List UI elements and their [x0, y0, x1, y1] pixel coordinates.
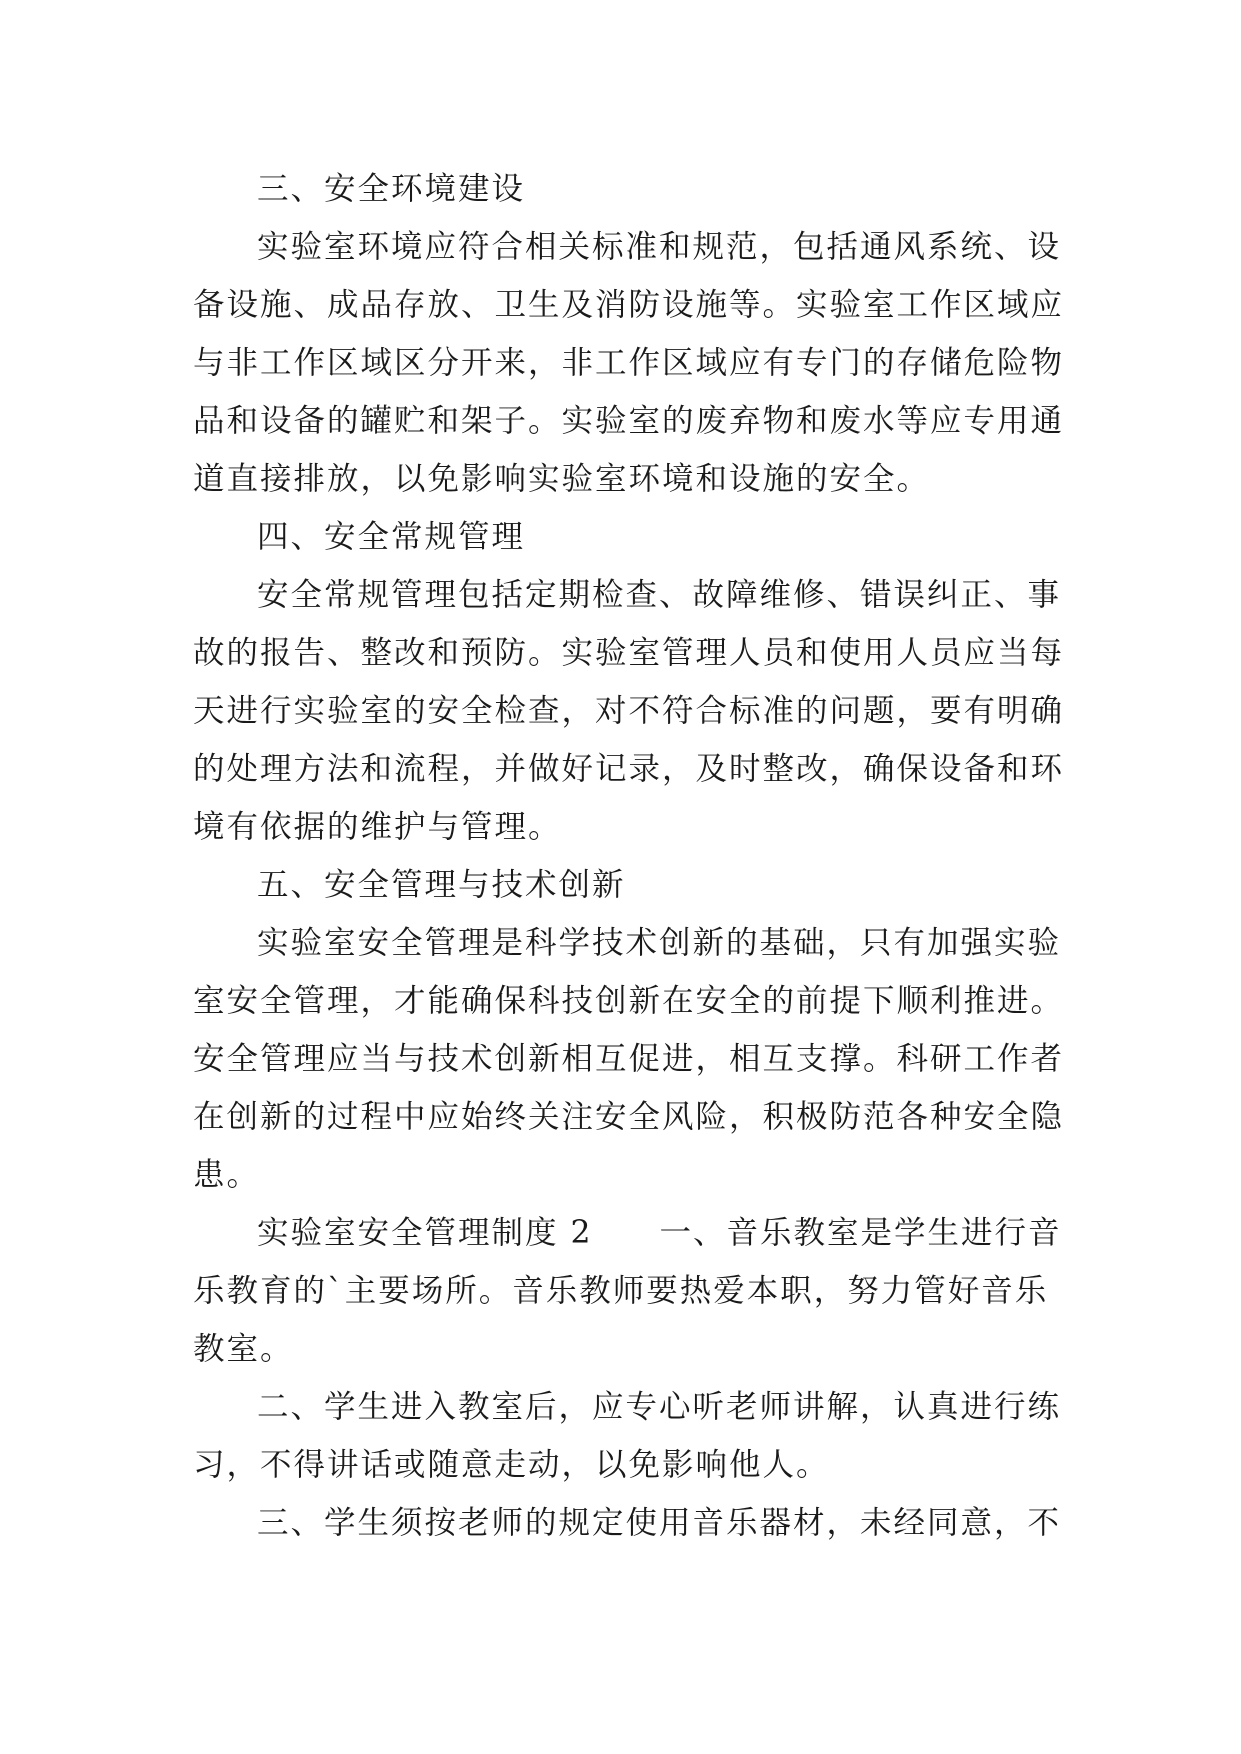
paragraph-line: 实验室安全管理制度 2 一、音乐教室是学生进行音: [257, 1215, 1062, 1251]
paragraph-line: 道直接排放，以免影响实验室环境和设施的安全。: [193, 461, 931, 497]
paragraph-line: 患。: [193, 1157, 261, 1193]
paragraph-line: 三、学生须按老师的规定使用音乐器材，未经同意，不: [257, 1505, 1062, 1541]
paragraph-line: 教室。: [193, 1331, 294, 1367]
section-heading: 四、安全常规管理: [257, 519, 526, 555]
paragraph-line: 实验室环境应符合相关标准和规范，包括通风系统、设: [257, 229, 1062, 265]
paragraph-line: 安全常规管理包括定期检查、故障维修、错误纠正、事: [257, 577, 1062, 613]
paragraph-line: 品和设备的罐贮和架子。实验室的废弃物和废水等应专用通: [193, 403, 1065, 439]
paragraph-line: 室安全管理，才能确保科技创新在安全的前提下顺利推进。: [193, 983, 1065, 1019]
section-heading: 五、安全管理与技术创新: [257, 867, 626, 903]
paragraph-line: 备设施、成品存放、卫生及消防设施等。实验室工作区域应: [193, 287, 1065, 323]
paragraph-line: 乐教育的`主要场所。音乐教师要热爱本职，努力管好音乐: [193, 1273, 1049, 1309]
paragraph-line: 习，不得讲话或随意走动，以免影响他人。: [193, 1447, 830, 1483]
paragraph-line: 故的报告、整改和预防。实验室管理人员和使用人员应当每: [193, 635, 1065, 671]
document-body: [193, 160, 1065, 1552]
paragraph-line: 实验室安全管理是科学技术创新的基础，只有加强实验: [257, 925, 1062, 961]
paragraph-line: 的处理方法和流程，并做好记录，及时整改，确保设备和环: [193, 751, 1065, 787]
paragraph-line: 安全管理应当与技术创新相互促进，相互支撑。科研工作者: [193, 1041, 1065, 1077]
paragraph-line: 在创新的过程中应始终关注安全风险，积极防范各种安全隐: [193, 1099, 1065, 1135]
paragraph-line: 二、学生进入教室后，应专心听老师讲解，认真进行练: [257, 1389, 1062, 1425]
paragraph-line: 境有依据的维护与管理。: [193, 809, 562, 845]
section-heading: 三、安全环境建设: [257, 171, 526, 207]
paragraph-line: 与非工作区域区分开来，非工作区域应有专门的存储危险物: [193, 345, 1065, 381]
paragraph-line: 天进行实验室的安全检查，对不符合标准的问题，要有明确: [193, 693, 1065, 729]
